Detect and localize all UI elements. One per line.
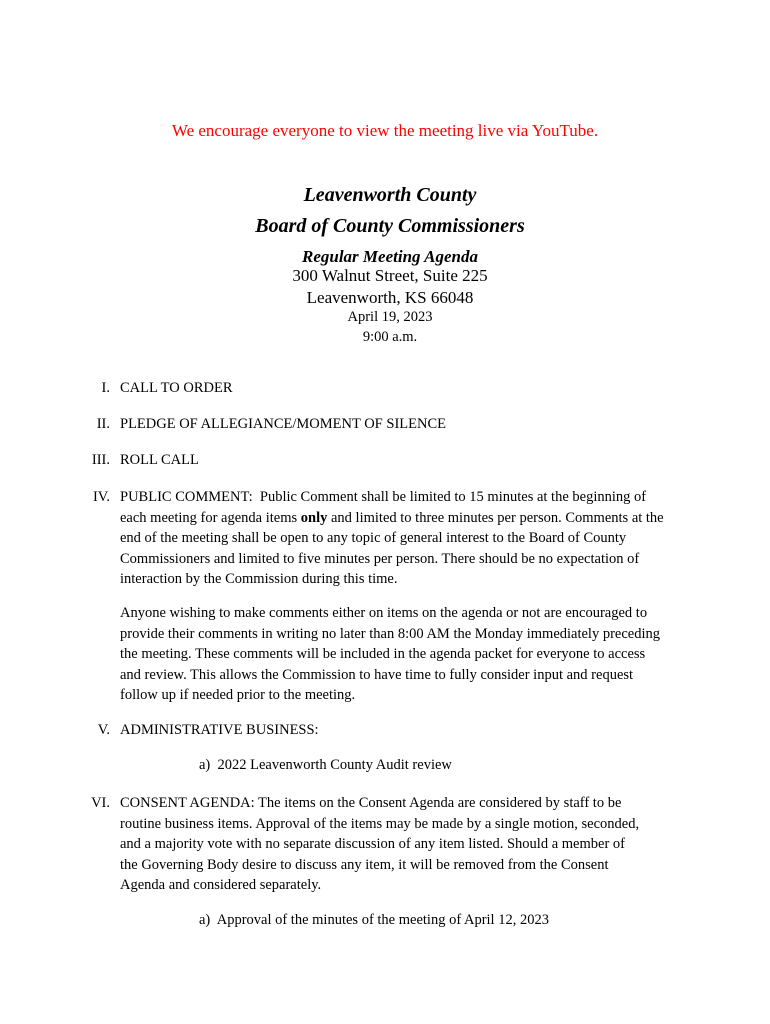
item-title: CONSENT AGENDA:: [120, 795, 255, 811]
sub-text: 2022 Leavenworth County Audit review: [217, 757, 452, 773]
meeting-date: April 19, 2023: [347, 309, 433, 325]
sub-label: a): [199, 912, 211, 928]
item-number: VI.: [91, 795, 110, 811]
county-title: Leavenworth County: [303, 184, 477, 206]
address-line1: 300 Walnut Street, Suite 225: [292, 266, 488, 285]
agenda-type: Regular Meeting Agenda: [302, 247, 478, 266]
youtube-notice: We encourage everyone to view the meeting live via YouTube.: [171, 121, 599, 140]
address-line2: Leavenworth, KS 66048: [306, 288, 474, 307]
meeting-time: 9:00 a.m.: [362, 329, 418, 345]
consent-sub-a: [199, 912, 549, 929]
item-title: PLEDGE OF ALLEGIANCE/MOMENT OF SILENCE: [120, 416, 446, 432]
board-title: Board of County Commissioners: [255, 215, 525, 237]
item-number: II.: [96, 416, 110, 432]
emphasis-only: only: [300, 509, 328, 526]
public-comment-paragraph-1: PUBLIC COMMENT: Public Comment shall be limited to 15 minutes at the beginning of each meeting for agenda items only and limited to three minutes per person. Comments at the end of the meeting shall be open to any topic of general interest to the Board of County Commissioners and limited to five minutes per person. There should be no expectation of interaction by the Commission during this time.: [120, 489, 664, 587]
item-number: I.: [101, 380, 110, 396]
administrative-sub-a: [199, 757, 452, 774]
consent-paragraph: CONSENT AGENDA: The items on the Consent Agenda are considered by staff to be routine business items. Approval of the items may be made by a single motion, seconded, and a majority vote with no separate discussion of any item listed. Should a member of the Governing Body desire to discuss any item, it will be removed from the Consent Agenda and considered separately.: [120, 795, 640, 893]
item-title: PUBLIC COMMENT:: [120, 489, 253, 505]
item-number: III.: [91, 452, 110, 468]
sub-label: a): [199, 757, 211, 773]
item-title: CALL TO ORDER: [120, 380, 233, 396]
item-title: ADMINISTRATIVE BUSINESS:: [120, 722, 319, 738]
sub-text: Approval of the minutes of the meeting of April 12, 2023: [216, 912, 549, 928]
public-comment-paragraph-2: Anyone wishing to make comments either on items on the agenda or not are encouraged to provide their comments in writing no later than 8:00 AM the Monday immediately preceding the meeting. These comments will be included in the agenda packet for everyone to access and review. This allows the Commission to have time to fully consider input and request follow up if needed prior to the meeting.: [120, 605, 661, 703]
item-number: V.: [97, 722, 110, 738]
item-number: IV.: [92, 489, 110, 505]
item-title: ROLL CALL: [120, 452, 199, 468]
